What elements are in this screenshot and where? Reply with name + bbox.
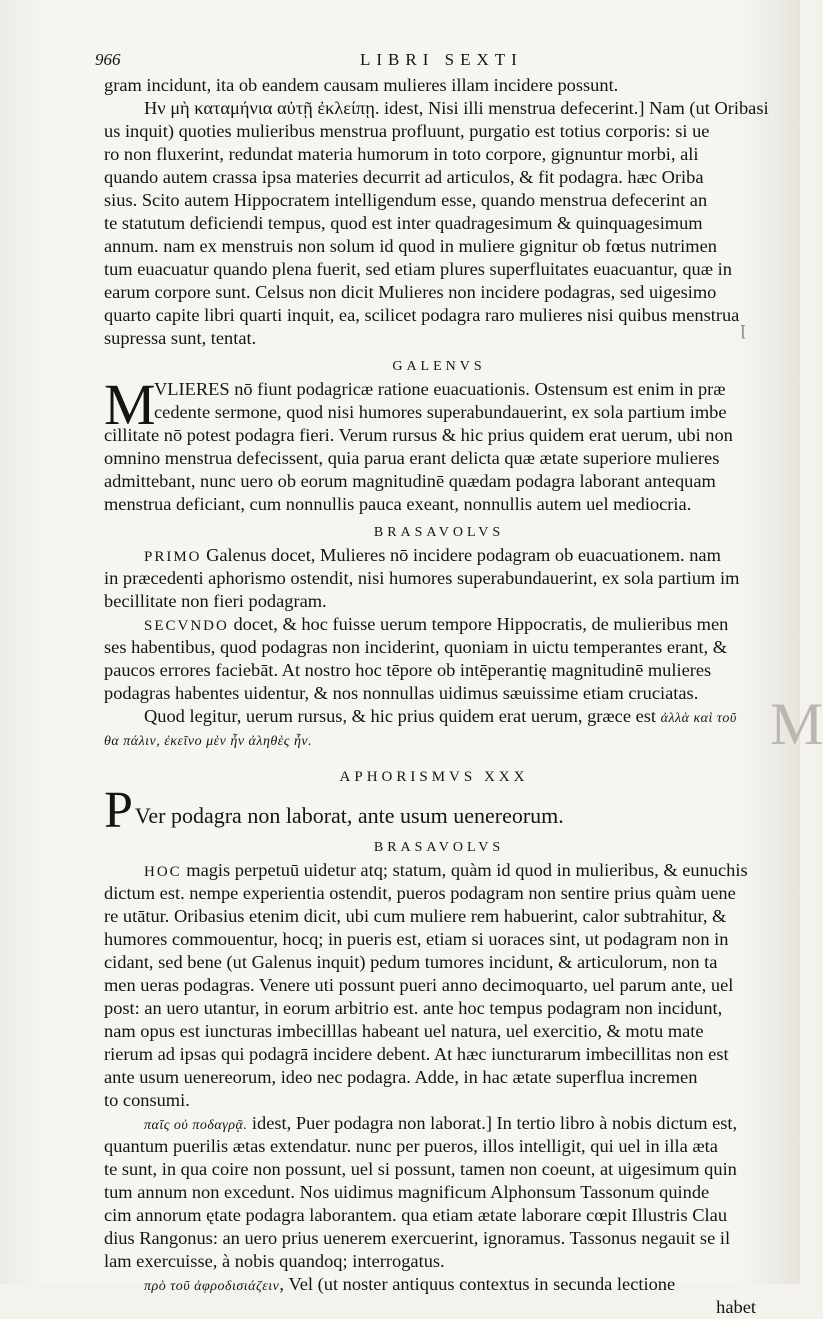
text-line: becillitate non fieri podagram. (104, 591, 327, 611)
text-line: cedente sermone, quod nisi humores superabundauerint, ex sola partium imbe (154, 402, 727, 422)
text-line: annum. nam ex menstruis non solum id quod in muliere gignitur ob fœtus nutrimen (104, 236, 717, 256)
text-line: tum euacuatur quando plena fuerit, sed etiam plures superfluitates euacuantur, quæ in (104, 259, 732, 279)
text-line: cillitate nō potest podagra fieri. Verum rursus & hic prius quidem erat uerum, ubi non (104, 425, 733, 445)
text-line (104, 728, 764, 751)
text-line: nam opus est iuncturas imbecilllas habeant uel natura, uel exercitio, & motu mate (104, 1021, 704, 1041)
greek-text: πρὸ τοῦ ἀφροδισιάζειν (144, 1279, 280, 1294)
text-line: quando autem crassa ipsa materies decurrit ad articulos, & fit podagra. hæc Oriba (104, 167, 704, 187)
catchword: habet (716, 1297, 756, 1317)
section-heading-galenus: GALENVS (392, 359, 486, 374)
lead-word: PRIMO (144, 549, 202, 565)
text-line: ante usum uenereorum, ideo nec podagra. Adde, in hac ætate superflua incremen (104, 1067, 698, 1087)
text-line: HOC magis perpetuū uidetur atq; statum, quàm id quod in mulieribus, & eunuchis (144, 860, 748, 880)
text-line: cidant, sed bene (ut Galenus inquit) pedum tumores incidunt, & articulorum, non ta (104, 952, 718, 972)
bleed-through-letter: M (770, 691, 823, 757)
text-line: Quod legitur, uerum rursus, & hic prius quidem erat uerum, græce est ἀλλὰ καὶ τοῦ (144, 706, 737, 726)
page-number: 966 (95, 50, 121, 69)
commentary-section-1 (104, 74, 769, 350)
text-line: lam exercuisse, à nobis quandoq; interrogatus. (104, 1251, 445, 1271)
aphorism-heading: APHORISMVS XXX (339, 769, 529, 785)
text-line: te sunt, in qua coire non possunt, uel si possunt, tamen non coeunt, at uigesimum quin (104, 1159, 737, 1179)
text-line: in præcedenti aphorismo ostendit, nisi humores superabundauerint, ex sola partium im (104, 568, 740, 588)
ink-mark: ꞁ (740, 318, 746, 338)
text-line: quantum puerilis ætas extendatur. nunc per pueros, illos intelligit, qui uel in illa æta (104, 1136, 718, 1156)
greek-text: παῖς οὐ ποδαγρᾷ. (144, 1118, 248, 1133)
lead-word: HOC (144, 864, 182, 880)
text-line: quarto capite libri quarti inquit, ea, scilicet podagra raro mulieres nisi quibus menstrua (104, 305, 740, 325)
brasavolus-commentary-2 (104, 859, 764, 1319)
page-header (95, 50, 755, 74)
text-line: tum annum non excedunt. Nos uidimus magnificum Alphonsum Tassonum quinde (104, 1182, 710, 1202)
text-line: men ueras podagras. Venere uti possunt pueri anno decimoquarto, uel parum ante, uel (104, 975, 734, 995)
text-line: dictum est. nempe experientia ostendit, pueros podagram non sentire prius quàm uene (104, 883, 736, 903)
text-line: ro non fluxerint, redundat materia humorum in toto corpore, gignuntur morbi, ali (104, 144, 699, 164)
section-heading-brasavolus-2: BRASAVOLVS (373, 840, 505, 855)
text-line: humores commouentur, hocq; in pueris est, etiam si uoraces sint, ut podagram non in (104, 929, 729, 949)
brasavolus-commentary-1 (104, 544, 764, 751)
text-line: paucos errores faciebāt. At nostro hoc tēpore ob intēperantię magnitudinē mulieres (104, 660, 712, 680)
greek-text: θα πάλιν, ἐκεῖνο μὲν ἦν ἀληθὲς ἦν. (104, 734, 313, 749)
text-line: us inquit) quoties mulieribus menstrua profluunt, purgatio est totius corporis: si ue (104, 121, 710, 141)
lead-word: SECVNDO (144, 618, 229, 634)
text-line: earum corpore sunt. Celsus non dicit Mulieres non incidere podagras, sed uigesimo (104, 282, 717, 302)
text-line: gram incidunt, ita ob eandem causam mulieres illam incidere possunt. (104, 75, 619, 95)
galenus-paragraph (104, 372, 764, 516)
text-line: menstrua deficiant, cum nonnullis pauca exeant, nonnullis autem uel mediocria. (104, 494, 692, 514)
greek-text: ἀλλὰ καὶ τοῦ (660, 711, 737, 726)
text-line: VLIERES nō fiunt podagricæ ratione euacuationis. Ostensum est enim in præ (154, 379, 726, 399)
page-body (104, 74, 769, 1319)
text-line: παῖς οὐ ποδαγρᾷ. idest, Puer podagra non laborat.] In tertio libro à nobis dictum est, (144, 1113, 738, 1133)
text-line: omnino menstrua defecissent, quia parua erant delicta quæ ætate superiore mulieres (104, 448, 720, 468)
text-line: πρὸ τοῦ ἀφροδισιάζειν, Vel (ut noster antiquus contextus in secunda lectione (144, 1274, 676, 1294)
text-line: re utātur. Oribasius etenim dicit, ubi cum muliere rem habuerint, calor subtrahitur, & (104, 906, 727, 926)
section-heading-brasavolus: BRASAVOLVS (373, 525, 505, 540)
text-line: Ην μὴ καταμήνια αὐτῇ ἐκλείπῃ. idest, Nisi illi menstrua defecerint.] Nam (ut Oribasi (144, 98, 769, 118)
text-line: post: an uero utantur, in eorum arbitrio est. ante hoc tempus podagram non incidunt, (104, 998, 723, 1018)
text-line: rierum ad ipsas qui podagrā incidere debent. At hæc iuncturarum imbecillitas non est (104, 1044, 729, 1064)
running-title: LIBRI SEXTI (360, 50, 523, 69)
aphorism-text: PVer podagra non laborat, ante usum uenereorum. (104, 782, 564, 839)
text-line: supressa sunt, tentat. (104, 328, 257, 348)
drop-capital: M (104, 372, 156, 437)
text-line: ses habentibus, quod podagras non inciderint, quoniam in uictu temperantes erant, & (104, 637, 728, 657)
text-line: podagras habentes uidentur, & nos nonnullas uidimus sæuissime etiam cruciatas. (104, 683, 699, 703)
text-line: PRIMO Galenus docet, Mulieres nō incidere podagram ob euacuationem. nam (144, 545, 721, 565)
text-line: dius Rangonus: an uero prius uenerem exercuerint, ignoramus. Tassonus negauit se il (104, 1228, 731, 1248)
text-line: te statutum deficiendi tempus, quod est inter quadragesimum & quinquagesimum (104, 213, 703, 233)
text-line: sius. Scito autem Hippocratem intelligendum esse, quando menstrua defecerint an (104, 190, 708, 210)
aphorism-initial: P (104, 782, 133, 839)
text-line: cim annorum ętate podagra laborantem. qua etiam ætate laborare cœpit Illustris Clau (104, 1205, 728, 1225)
text-line: SECVNDO docet, & hoc fuisse uerum tempore Hippocratis, de mulieribus men (144, 614, 729, 634)
text-line: admittebant, nunc uero ob eorum magnitudinē quædam podagra laborant antequam (104, 471, 716, 491)
text-line: to consumi. (104, 1090, 190, 1110)
